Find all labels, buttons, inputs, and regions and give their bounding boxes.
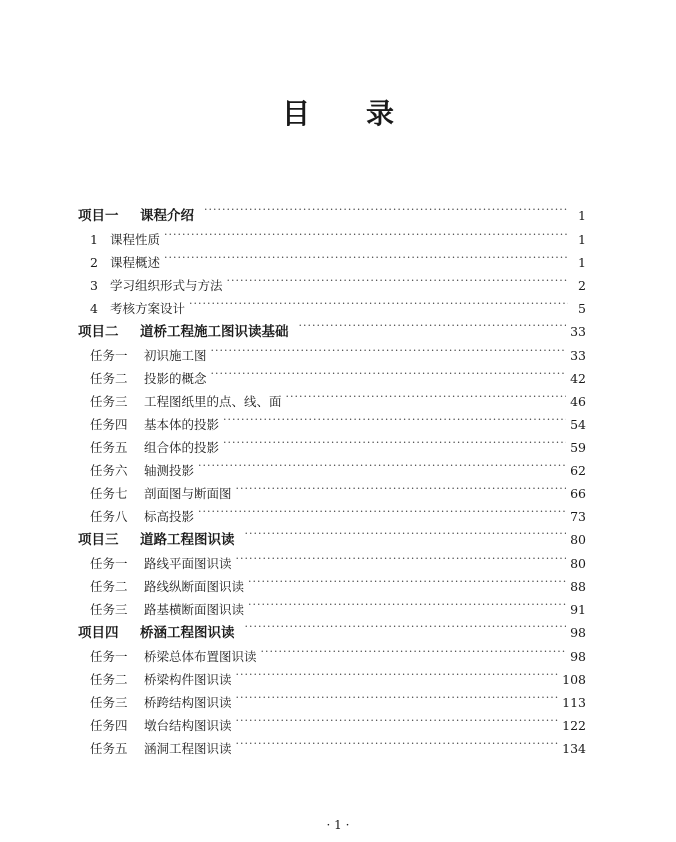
toc-entry-row[interactable] [78, 575, 586, 598]
toc-section-row[interactable] [78, 621, 586, 645]
toc-entry-title: 墩台结构图识读 [144, 718, 232, 733]
toc-entry-number: 任务五 [90, 440, 128, 455]
toc-page-number: 66 [570, 486, 586, 501]
toc-entry-row[interactable] [78, 228, 586, 251]
toc-entry-number: 任务一 [90, 348, 128, 363]
toc-entry-number: 任务一 [90, 649, 128, 664]
toc-entry-number: 任务六 [90, 463, 128, 478]
toc-entry-number: 任务四 [90, 718, 128, 733]
dot-leader [211, 371, 567, 384]
toc-entry-title: 剖面图与断面图 [144, 486, 232, 501]
dot-leader [286, 394, 567, 407]
dot-leader [236, 486, 567, 499]
dot-leader [248, 602, 566, 615]
toc-entry-number: 任务二 [90, 579, 128, 594]
toc-page-number: 88 [570, 579, 586, 594]
dot-leader [261, 649, 567, 662]
toc-entry-number: 任务四 [90, 417, 128, 432]
dot-leader [227, 278, 568, 291]
toc-entry-number: 项目二 [78, 324, 119, 340]
toc-entry-title: 投影的概念 [144, 371, 207, 386]
toc-entry-row[interactable] [78, 251, 586, 274]
dot-leader [198, 463, 566, 476]
toc-page-number: 73 [570, 509, 586, 524]
toc-entry-row[interactable] [78, 297, 586, 320]
toc-page-number: 80 [570, 556, 586, 571]
toc-page-number: 1 [578, 232, 586, 247]
toc-page-number: 5 [578, 301, 586, 316]
toc-entry-number: 项目三 [78, 532, 119, 548]
toc-entry-row[interactable] [78, 552, 586, 575]
dot-leader [164, 255, 568, 268]
toc-page-number: 108 [562, 672, 586, 687]
toc-entry-number: 项目一 [78, 208, 119, 224]
toc-entry-number: 项目四 [78, 625, 119, 641]
toc-entry-title: 路线平面图识读 [144, 556, 232, 571]
toc-entry-number: 3 [90, 278, 98, 293]
toc-entry-title: 学习组织形式与方法 [110, 278, 223, 293]
dot-leader [189, 301, 568, 314]
dot-leader [164, 232, 568, 245]
dot-leader [236, 695, 559, 708]
toc-page-number: 113 [562, 695, 586, 710]
toc-entry-number: 任务八 [90, 509, 128, 524]
toc-entry-row[interactable] [78, 668, 586, 691]
page-number: · 1 · [326, 818, 350, 832]
toc-entry-title: 路线纵断面图识读 [144, 579, 245, 594]
toc-entry-row[interactable] [78, 714, 586, 737]
toc-entry-title: 基本体的投影 [144, 417, 220, 432]
toc-page-number: 33 [570, 324, 586, 339]
toc-entry-number: 任务三 [90, 394, 128, 409]
toc-entry-row[interactable] [78, 505, 586, 528]
dot-leader [248, 579, 566, 592]
dot-leader [299, 323, 567, 337]
toc-entry-title: 课程概述 [110, 255, 161, 270]
toc-page-number: 98 [570, 649, 586, 664]
toc-entry-title: 道桥工程施工图识读基础 [140, 324, 289, 340]
toc-entry-row[interactable] [78, 390, 586, 413]
toc-page-number: 33 [570, 348, 586, 363]
toc-entry-row[interactable] [78, 274, 586, 297]
toc-page-number: 2 [578, 278, 586, 293]
dot-leader [223, 440, 566, 453]
toc-entry-number: 任务三 [90, 695, 128, 710]
toc-entry-row[interactable] [78, 459, 586, 482]
toc-entry-number: 任务一 [90, 556, 128, 571]
toc-entry-title: 道路工程图识读 [140, 532, 235, 548]
dot-leader [245, 624, 567, 638]
toc-entry-row[interactable] [78, 436, 586, 459]
toc-page-number: 1 [578, 255, 586, 270]
toc-entry-row[interactable] [78, 598, 586, 621]
toc-entry-title: 桥梁构件图识读 [144, 672, 232, 687]
toc-entry-number: 任务二 [90, 672, 128, 687]
dot-leader [236, 741, 559, 754]
toc-page-number: 42 [570, 371, 586, 386]
toc-entry-number: 任务三 [90, 602, 128, 617]
toc-entry-row[interactable] [78, 691, 586, 714]
toc-page-number: 1 [578, 208, 586, 223]
toc-page-number: 134 [562, 741, 586, 756]
toc-entry-number: 任务七 [90, 486, 128, 501]
toc-entry-number: 任务五 [90, 741, 128, 756]
toc-entry-title: 桥涵工程图识读 [140, 625, 235, 641]
toc-entry-number: 任务二 [90, 371, 128, 386]
dot-leader [211, 348, 567, 361]
toc-entry-title: 课程介绍 [140, 208, 194, 224]
toc-entry-row[interactable] [78, 367, 586, 390]
toc-page-number: 80 [570, 532, 586, 547]
toc-entry-title: 涵洞工程图识读 [144, 741, 232, 756]
dot-leader [236, 718, 559, 731]
dot-leader [223, 417, 566, 430]
title-char-1: 目 [281, 97, 310, 130]
toc-page-number: 122 [562, 718, 586, 733]
toc-entry-title: 课程性质 [110, 232, 161, 247]
dot-leader [236, 556, 567, 569]
dot-leader [204, 207, 568, 221]
toc-entry-title: 桥梁总体布置图识读 [144, 649, 257, 664]
toc-entry-row[interactable] [78, 344, 586, 367]
dot-leader [236, 672, 559, 685]
toc-entry-title: 路基横断面图识读 [144, 602, 245, 617]
toc-entry-title: 考核方案设计 [110, 301, 186, 316]
toc-page-number: 59 [570, 440, 586, 455]
table-of-contents [78, 204, 586, 760]
toc-entry-row[interactable] [78, 482, 586, 505]
dot-leader [198, 509, 566, 522]
page-title [0, 92, 676, 132]
toc-entry-title: 初识施工图 [144, 348, 207, 363]
title-char-2: 录 [366, 97, 395, 130]
toc-entry-row[interactable] [78, 645, 586, 668]
toc-section-row[interactable] [78, 204, 586, 228]
toc-entry-number: 4 [90, 301, 98, 316]
dot-leader [245, 531, 567, 545]
toc-page-number: 46 [570, 394, 586, 409]
toc-page-number: 54 [570, 417, 586, 432]
toc-entry-title: 工程图纸里的点、线、面 [144, 394, 282, 409]
toc-entry-title: 桥跨结构图识读 [144, 695, 232, 710]
toc-entry-number: 1 [90, 232, 98, 247]
toc-entry-row[interactable] [78, 413, 586, 436]
toc-page-number: 91 [570, 602, 586, 617]
toc-entry-title: 组合体的投影 [144, 440, 220, 455]
toc-section-row[interactable] [78, 320, 586, 344]
toc-entry-title: 轴测投影 [144, 463, 195, 478]
toc-entry-title: 标高投影 [144, 509, 195, 524]
toc-entry-row[interactable] [78, 737, 586, 760]
toc-section-row[interactable] [78, 528, 586, 552]
toc-entry-number: 2 [90, 255, 98, 270]
toc-page-number: 62 [570, 463, 586, 478]
toc-page-number: 98 [570, 625, 586, 640]
